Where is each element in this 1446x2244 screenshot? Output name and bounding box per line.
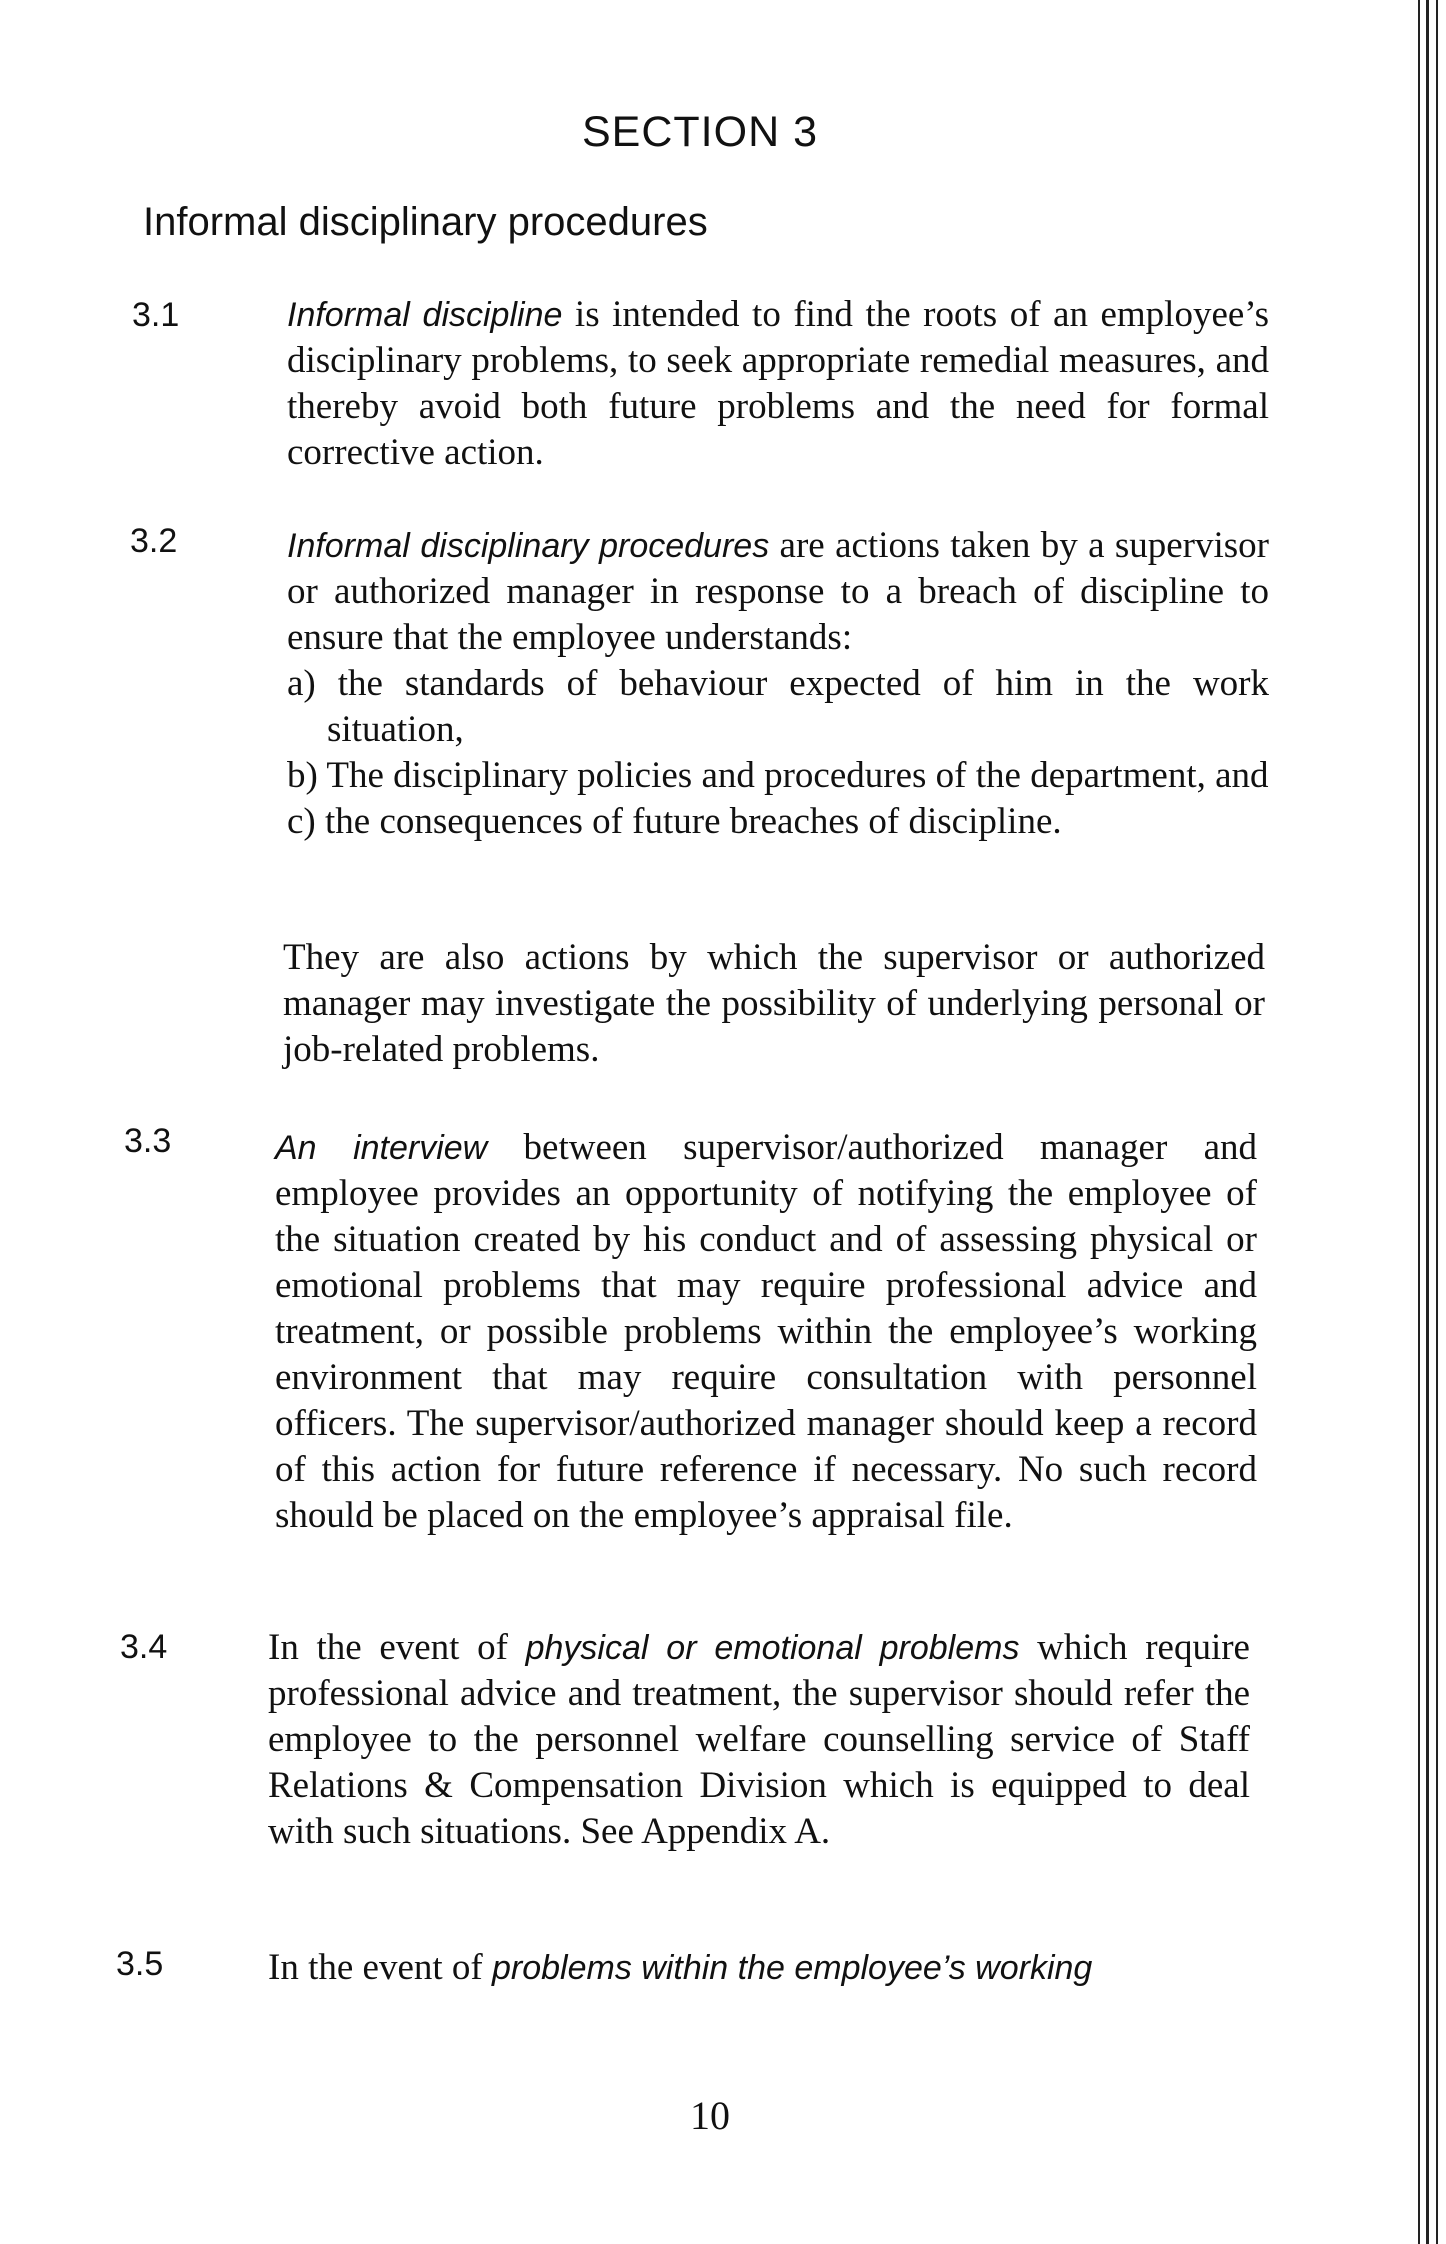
paragraph-body: which require professional advice and treatment, the supervisor should refer the employee to the personnel welfare counselling service of Staff Relations & Compensation Division which is equipped to deal with such situations. See Appendix A. xyxy=(268,1627,1250,1852)
paragraph-3-5 xyxy=(268,1945,1268,1991)
paragraph-lead: In the event of xyxy=(268,1947,492,1988)
section-subtitle: Informal disciplinary procedures xyxy=(143,200,708,244)
section-heading: SECTION 3 xyxy=(582,108,818,156)
paragraph-body: are actions taken by a supervisor or authorized manager in response to a breach of discipline to ensure that the employee understands: xyxy=(287,525,1269,658)
binding-edge-line xyxy=(1436,0,1438,2244)
paragraph-italic-term: Informal discipline xyxy=(287,296,563,334)
binding-edge-line xyxy=(1426,0,1429,2244)
paragraph-body: is intended to find the roots of an employee’s disciplinary problems, to seek appropriate remedial measures, and thereby avoid both future problems and the need for formal corrective action. xyxy=(287,294,1269,473)
paragraph-italic-term: problems within the employee’s working xyxy=(491,1949,1093,1987)
paragraph-continuation: They are also actions by which the supervisor or authorized manager may investigate the possibility of underlying personal or job-related problems. xyxy=(283,937,1265,1070)
paragraph-number: 3.4 xyxy=(120,1628,168,1666)
list-item: c) the consequences of future breaches of discipline. xyxy=(287,801,1062,842)
list-item: a) the standards of behaviour expected of him in the work situation, xyxy=(287,663,1269,750)
paragraph-3-3 xyxy=(275,1125,1257,1539)
list-item: b) The disciplinary policies and procedures of the department, and xyxy=(287,755,1269,796)
paragraph-3-4 xyxy=(268,1625,1250,1855)
paragraph-italic-term: physical or emotional problems xyxy=(525,1629,1020,1667)
paragraph-number: 3.2 xyxy=(130,522,178,560)
paragraph-number: 3.5 xyxy=(116,1945,164,1983)
paragraph-number: 3.3 xyxy=(124,1122,172,1160)
paragraph-body: between supervisor/authorized manager and employee provides an opportunity of notifying the employee of the situation created by his conduct and of assessing physical or emotional problems that may require professional advice and treatment, or possible problems within the employee’s working environment that may require consultation with personnel officers. The supervisor/authorized manager should keep a record of this action for future reference if necessary. No such record should be placed on the employee’s appraisal file. xyxy=(275,1127,1257,1536)
paragraph-3-2 xyxy=(287,523,1269,845)
paragraph-number: 3.1 xyxy=(132,296,180,334)
paragraph-3-1 xyxy=(287,292,1269,476)
paragraph-italic-term: An interview xyxy=(275,1129,488,1167)
page-number: 10 xyxy=(690,2093,730,2138)
paragraph-italic-term: Informal disciplinary procedures xyxy=(287,527,770,565)
paragraph-lead: In the event of xyxy=(268,1627,526,1668)
binding-edge-line xyxy=(1418,0,1420,2244)
